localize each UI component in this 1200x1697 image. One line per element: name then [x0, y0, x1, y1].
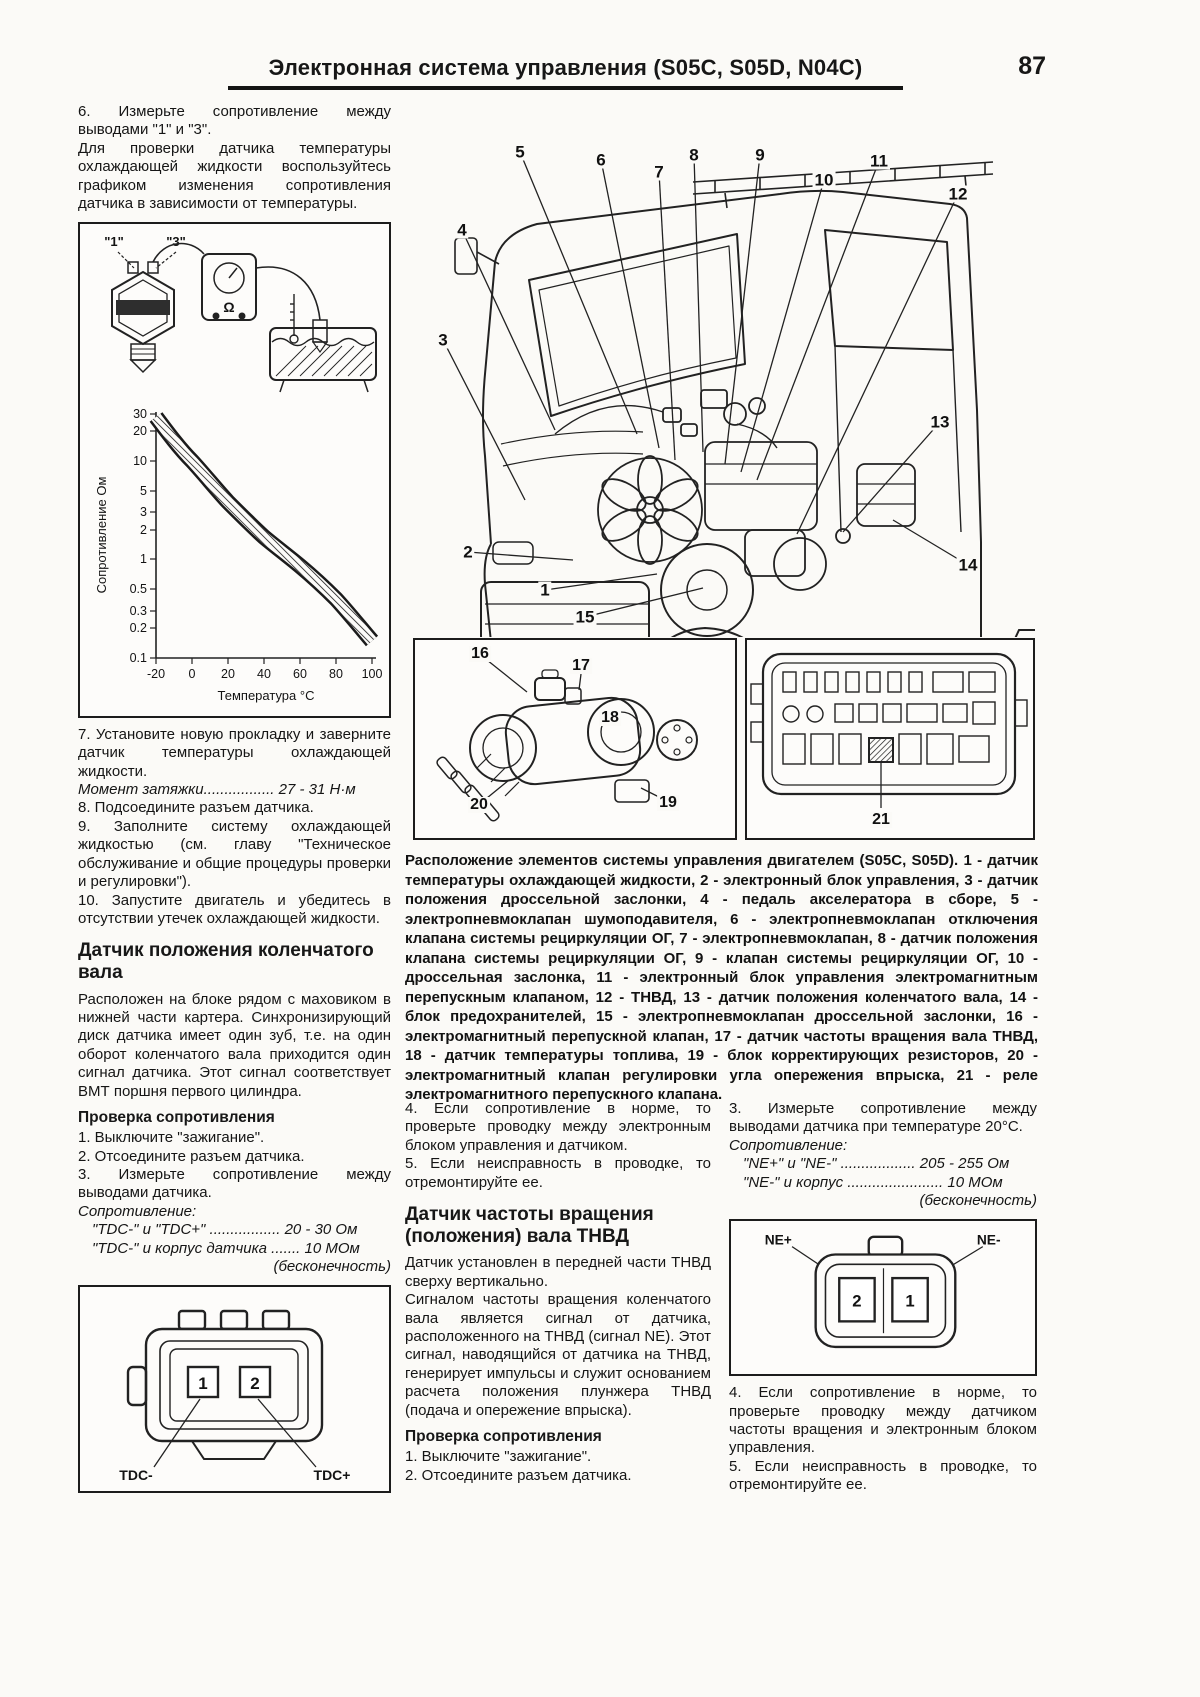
engine-layout-figure — [405, 112, 1037, 848]
callout-3: 3 — [438, 330, 448, 350]
resistance-spec-label: Сопротивление: — [78, 1202, 197, 1220]
svg-text:80: 80 — [329, 666, 343, 681]
windshield-frame — [529, 234, 745, 416]
tdc-pin-2: 2 — [250, 1373, 260, 1393]
fuse-box-subfigure — [745, 638, 1035, 840]
ckp-sensor-heading: Датчик положения коленчатого вала — [78, 940, 374, 984]
torque-spec: Момент затяжки................. 27 - 31 Н·м — [78, 780, 356, 798]
svg-text:20: 20 — [133, 423, 147, 438]
svg-text:5: 5 — [140, 483, 147, 498]
callout-leader-lines — [443, 152, 968, 617]
ne-wiring-check-step-4: 4. Если сопротивление в норме, то проверьте проводку между датчиком частоты вращения и электронным блоком управления. — [729, 1384, 1037, 1457]
middle-column — [405, 1100, 711, 1485]
ne-resistance-spec-body: "NE-" и корпус ....................... 10 МОм — [743, 1173, 1003, 1191]
ohm-symbol: Ω — [223, 298, 235, 315]
ne-check-step-1: 1. Выключите "зажигание". — [405, 1448, 592, 1466]
svg-text:40: 40 — [257, 666, 271, 681]
cooling-fan — [597, 456, 703, 564]
ne-minus-label: NE- — [976, 1232, 1001, 1248]
ne-sensor-heading: Датчик частоты вращения (положения) вала ТНВД — [405, 1204, 654, 1248]
mirror-icon — [455, 238, 499, 274]
svg-text:0.5: 0.5 — [129, 581, 147, 596]
svg-text:60: 60 — [293, 666, 307, 681]
wiring-check-step-4: 4. Если сопротивление в норме, то проверьте проводку между электронным блоком управления и датчиком. — [405, 1100, 711, 1154]
ckp-sensor-description: Расположен на блоке рядом с маховиком в нижней части картера. Синхронизирующий диск датчика имеет один зуб, т.е. на один оборот коленчатого вала приходится один сигнал датчика. Этот сигнал соответствует ВМТ поршня первого цилиндра. — [78, 990, 391, 1100]
fuse-box-drawing — [747, 640, 1033, 838]
ne-resistance-spec-infinity: (бесконечность) — [919, 1192, 1037, 1210]
callout-21: 21 — [872, 811, 890, 828]
engine-components — [555, 390, 915, 590]
x-tick-labels — [147, 667, 383, 681]
coolant-sensor-icon — [112, 262, 174, 372]
callout-19: 19 — [659, 794, 677, 811]
callout-8: 8 — [689, 145, 699, 165]
callout-14: 14 — [958, 555, 978, 575]
ne-resistance-spec-pins: "NE+" и "NE-" .................. 205 - 255 Ом — [743, 1155, 1010, 1173]
coolant-sensor-test-drawing — [84, 228, 385, 400]
figure-caption: Расположение элементов системы управления двигателем (S05C, S05D). 1 - датчик температуры охлаждающей жидкости, 2 - электронный блок управления, 3 - датчик положения дроссельной заслонки, 4 - педаль акселератора в сборе, 5 - электропневмоклапан шумоподавителя, 6 - электропневмоклапан отключения клапана системы рециркуляции ОГ, 7 - электропневмоклапан, 8 - датчик положения клапана системы рециркуляции ОГ, 9 - клапан системы рециркуляции ОГ, 10 - дроссельная заслонка, 11 - электронный блок управления электромагнитным перепускным клапаном, 12 - ТНВД, 13 - датчик положения коленчатого вала, 14 - блок предохранителей, 15 - электропневмоклапан дроссельной заслонки, 16 - электромагнитный перепускной клапан, 17 - датчик частоты вращения вала ТНВД, 18 - датчик температуры топлива, 19 - блок корректирующих резисторов, 20 - электромагнитный клапан регулировки угла опережения впрыска, 21 - реле электромагнитного перепускного клапана. — [405, 852, 1038, 1103]
callout-12: 12 — [948, 184, 968, 204]
coolant-sensor-test-figure — [78, 222, 391, 718]
ne-sensor-location: Датчик установлен в передней части ТНВД сверху вертикально. — [405, 1254, 711, 1290]
y-tick-labels — [130, 407, 147, 665]
ne-sensor-description: Сигналом частоты вращения коленчатого вала является сигнал от датчика, расположенного на ТНВД (сигнал NE). Этот сигнал, наводящийся от датчика на ТНВД, генерирует импульсы и служит основанием расчета положения плунжера ТНВД (подача и опережение впрыска). — [405, 1291, 711, 1419]
ne-check-step-3: 3. Измерьте сопротивление между выводами датчика при температуре 20°С. — [729, 1100, 1037, 1136]
step-7-text: 7. Установите новую прокладку и заверните датчик температуры охлаждающей жидкости. — [78, 725, 391, 780]
ne-resistance-spec-label: Сопротивление: — [729, 1136, 848, 1154]
callout-2: 2 — [463, 542, 473, 562]
ne-pin-2: 2 — [852, 1291, 862, 1311]
tdc-plus-label: TDC+ — [313, 1466, 351, 1483]
step-10-text: 10. Запустите двигатель и убедитесь в отсутствии утечек охлаждающей жидкости. — [78, 891, 391, 927]
terminal-1-label: "1" — [104, 233, 124, 249]
callout-17: 17 — [572, 657, 590, 674]
callout-16: 16 — [471, 645, 489, 662]
callout-5: 5 — [515, 142, 525, 162]
callout-15: 15 — [575, 607, 595, 627]
tdc-connector-drawing — [84, 1291, 385, 1487]
svg-text:10: 10 — [133, 453, 147, 468]
resistance-check-heading: Проверка сопротивления — [78, 1109, 275, 1127]
svg-text:30: 30 — [133, 406, 147, 421]
resistance-curve-band — [156, 417, 372, 641]
ne-resistance-check-heading: Проверка сопротивления — [405, 1428, 602, 1446]
step-6-note: Для проверки датчика температуры охлаждающей жидкости воспользуйтесь графиком изменения сопротивления датчика в зависимости от температуры. — [78, 139, 391, 213]
page-title: Электронная система управления (S05C, S05D, N04C) — [228, 55, 903, 90]
resistance-temperature-graph — [84, 400, 385, 712]
svg-text:0: 0 — [188, 666, 196, 681]
side-window — [825, 230, 961, 532]
ne-connector-drawing — [735, 1225, 1031, 1371]
callout-18: 18 — [601, 709, 619, 726]
terminal-3-label: "3" — [166, 233, 186, 249]
callout-6: 6 — [596, 150, 606, 170]
svg-text:20: 20 — [221, 666, 235, 681]
callout-7: 7 — [654, 162, 664, 182]
step-9-text: 9. Заполните систему охлаждающей жидкостью (см. главу "Техническое обслуживание и общие процедуры проверки и регулировки"). — [78, 817, 391, 891]
wiring-check-step-5: 5. Если неисправность в проводке, то отремонтируйте ее. — [405, 1155, 711, 1191]
ne-wiring-check-step-5: 5. Если неисправность в проводке, то отремонтируйте ее. — [729, 1457, 1037, 1494]
callout-11: 11 — [870, 151, 888, 171]
ne-connector-body — [816, 1236, 956, 1346]
resistance-spec-infinity: (бесконечность) — [273, 1258, 391, 1276]
ne-pin-1: 1 — [905, 1291, 915, 1311]
resistance-spec-body: "TDC-" и корпус датчика ....... 10 МОм — [92, 1239, 360, 1257]
tdc-connector-figure — [78, 1285, 391, 1493]
svg-text:-20: -20 — [146, 666, 166, 681]
right-column — [729, 1100, 1037, 1495]
ne-plus-label: NE+ — [764, 1232, 792, 1248]
svg-text:3: 3 — [140, 504, 147, 519]
front-wheel — [661, 544, 753, 636]
callout-10: 10 — [814, 170, 834, 190]
injection-pump-subfigure — [413, 638, 737, 840]
step-8-text: 8. Подсоедините разъем датчика. — [78, 799, 314, 817]
connector-body — [128, 1311, 322, 1459]
svg-text:0.3: 0.3 — [129, 603, 147, 618]
check-step-3: 3. Измерьте сопротивление между выводами датчика. — [78, 1166, 391, 1202]
check-step-1: 1. Выключите "зажигание". — [78, 1129, 265, 1147]
heated-bath-icon — [270, 320, 376, 392]
ne-check-step-2: 2. Отсоедините разъем датчика. — [405, 1466, 632, 1484]
resistance-spec-tdc: "TDC-" и "TDC+" ................. 20 - 30 Ом — [92, 1221, 358, 1239]
terminal-leader-lines — [118, 252, 176, 268]
svg-text:0.2: 0.2 — [129, 620, 147, 635]
svg-text:0.1: 0.1 — [129, 650, 147, 665]
tdc-pin-1: 1 — [198, 1373, 208, 1393]
step-6-text: 6. Измерьте сопротивление между выводами "1" и "3". — [78, 103, 391, 139]
truck-drawing — [405, 112, 1037, 637]
callout-1: 1 — [540, 580, 550, 600]
check-step-2: 2. Отсоедините разъем датчика. — [78, 1147, 305, 1165]
callout-13: 13 — [930, 412, 950, 432]
callout-9: 9 — [755, 145, 765, 165]
ne-connector-figure — [729, 1219, 1037, 1377]
page-number: 87 — [1018, 52, 1046, 80]
tdc-minus-label: TDC- — [119, 1466, 153, 1483]
svg-text:100: 100 — [361, 666, 383, 681]
thermometer-icon — [290, 294, 298, 343]
callout-20: 20 — [470, 796, 488, 813]
y-axis-label: Сопротивление Ом — [94, 476, 109, 594]
x-axis-label: Температура °C — [217, 687, 315, 703]
svg-text:2: 2 — [140, 522, 147, 537]
callout-4: 4 — [457, 220, 467, 240]
left-column — [78, 103, 391, 1501]
svg-text:1: 1 — [140, 551, 147, 566]
